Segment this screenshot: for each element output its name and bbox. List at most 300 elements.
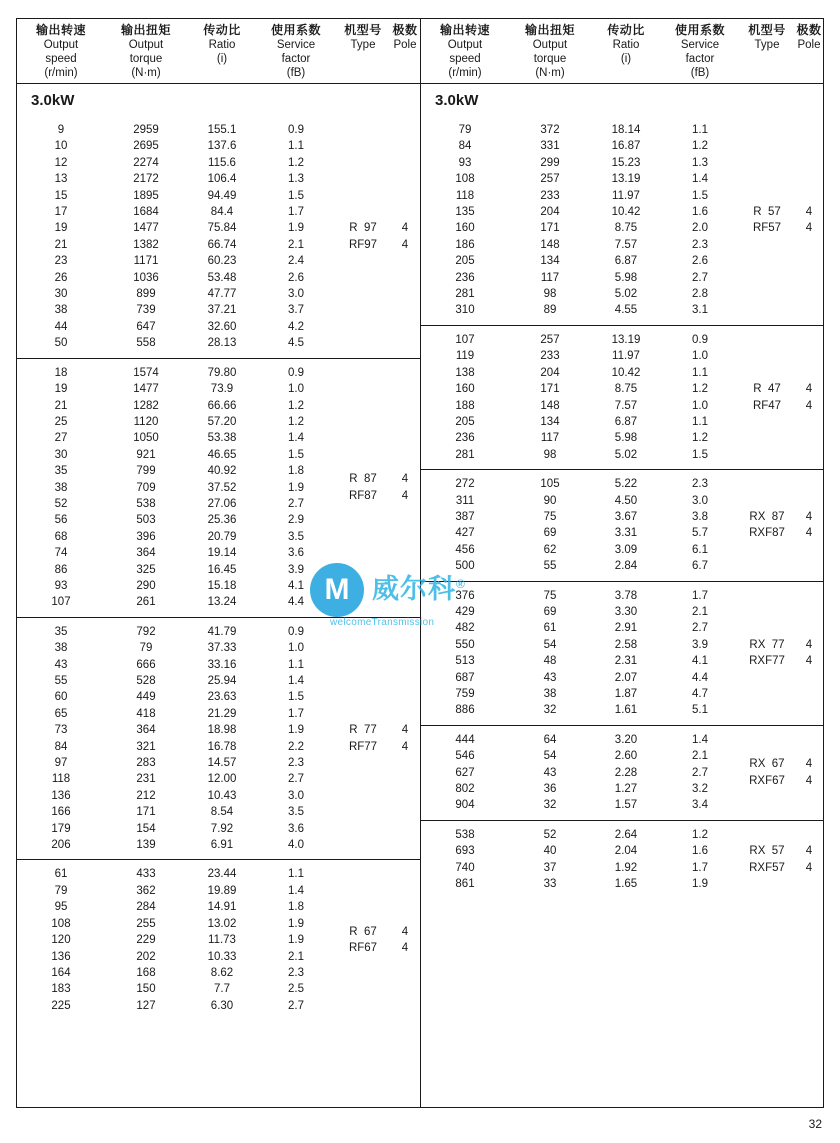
type-label: RF97: [348, 238, 378, 251]
cell-ratio: 6.87: [614, 255, 638, 268]
cell-output-speed: 9: [57, 124, 65, 136]
cell-output-speed: 26: [54, 271, 68, 284]
left-filler: [17, 1020, 420, 1107]
type-label: RX 57: [749, 845, 785, 858]
cell-service-factor: 2.0: [692, 222, 708, 235]
cell-service-factor: 0.9: [288, 366, 304, 379]
cell-output-torque: 204: [540, 206, 560, 219]
header-label-cn: 使用系数: [270, 23, 321, 37]
cell-output-torque: 171: [136, 806, 156, 819]
cell-output-torque: 171: [540, 383, 560, 396]
cell-output-speed: 23: [54, 255, 68, 268]
table-row: [17, 545, 335, 561]
type-label: RXF67: [749, 774, 785, 787]
table-row: [17, 414, 335, 430]
cell-service-factor: 3.0: [288, 288, 304, 301]
cell-output-torque: 48: [543, 655, 557, 668]
cell-ratio: 13.24: [207, 596, 237, 609]
cell-output-speed: 44: [54, 320, 68, 333]
cell-service-factor: 2.3: [692, 478, 708, 491]
cell-ratio: 2.84: [614, 560, 638, 573]
header-label-cn: 输出转速: [439, 23, 490, 37]
table-row: [17, 673, 335, 689]
cell-service-factor: 1.9: [288, 934, 304, 947]
table-row: [421, 476, 739, 492]
cell-output-torque: 709: [136, 481, 156, 494]
type-label: RF77: [348, 740, 378, 753]
cell-output-torque: 32: [543, 704, 557, 717]
cell-output-torque: 503: [136, 514, 156, 527]
table-row: [421, 414, 739, 430]
cell-output-speed: 429: [455, 605, 475, 618]
cell-pole: [391, 365, 419, 611]
cell-output-speed: 236: [455, 432, 475, 445]
cell-output-torque: 1282: [133, 399, 159, 412]
cell-output-speed: 179: [51, 822, 71, 835]
cell-ratio: 2.64: [614, 828, 638, 841]
table-row: [17, 640, 335, 656]
cell-ratio: 8.54: [210, 806, 234, 819]
cell-output-speed: 17: [54, 206, 68, 219]
cell-output-torque: 98: [543, 448, 557, 461]
table-row: [17, 657, 335, 673]
cell-output-speed: 27: [54, 432, 68, 445]
table-row: [421, 348, 739, 364]
cell-output-speed: 206: [51, 839, 71, 852]
cell-ratio: 3.78: [614, 589, 638, 602]
cell-service-factor: 1.3: [692, 156, 708, 169]
right-table-body: [421, 116, 823, 898]
cell-output-speed: 108: [51, 917, 71, 930]
cell-type: [739, 122, 795, 319]
cell-output-speed: 79: [54, 884, 68, 897]
cell-output-speed: 35: [54, 625, 68, 638]
table-row: [421, 122, 739, 138]
cell-service-factor: 2.6: [692, 255, 708, 268]
cell-service-factor: 4.7: [692, 688, 708, 700]
table-row: [17, 981, 335, 997]
header-unit: (i): [620, 53, 632, 65]
cell-output-speed: 25: [54, 415, 68, 428]
cell-ratio: 12.00: [207, 773, 237, 786]
cell-ratio: 13.02: [207, 917, 237, 930]
type-label: R 47: [753, 383, 781, 396]
table-row: [421, 525, 739, 541]
cell-ratio: 6.30: [210, 999, 234, 1012]
table-row: [421, 204, 739, 220]
cell-output-torque: 1382: [133, 238, 159, 251]
cell-output-torque: 792: [136, 625, 156, 638]
cell-service-factor: 1.8: [288, 901, 304, 914]
cell-ratio: 37.21: [207, 304, 237, 317]
cell-output-speed: 687: [455, 671, 475, 684]
header-label-en: Pole: [393, 39, 417, 51]
cell-ratio: 57.20: [207, 415, 237, 428]
cell-service-factor: 2.2: [288, 740, 304, 753]
type-label: R 67: [349, 925, 377, 938]
pole-label: 4: [401, 925, 409, 938]
cell-output-speed: 107: [51, 596, 71, 609]
table-row: [421, 827, 739, 843]
table-row: [17, 821, 335, 837]
cell-service-factor: 3.5: [288, 530, 304, 543]
header-unit: (N·m): [535, 67, 565, 79]
cell-service-factor: 1.5: [288, 189, 304, 202]
cell-output-speed: 119: [455, 350, 475, 363]
cell-type: [739, 588, 795, 719]
cell-service-factor: 2.6: [288, 271, 304, 284]
header-label-en: Ratio: [612, 39, 640, 51]
left-table-body: [17, 116, 420, 1020]
cell-output-speed: 52: [54, 497, 68, 510]
table-row: [17, 949, 335, 965]
cell-ratio: 20.79: [207, 530, 237, 543]
cell-service-factor: 2.7: [692, 622, 708, 635]
cell-ratio: 10.42: [611, 206, 641, 219]
pole-label: 4: [805, 222, 813, 235]
table-row: [17, 155, 335, 171]
header-unit: (i): [216, 53, 228, 65]
header-label-cn: 机型号: [748, 23, 786, 37]
table-row: [421, 620, 739, 636]
cell-service-factor: 1.7: [692, 589, 708, 602]
cell-ratio: 16.78: [207, 740, 237, 753]
cell-ratio: 11.73: [208, 934, 236, 947]
table-row: [421, 686, 739, 702]
cell-output-torque: 55: [543, 560, 557, 573]
cell-service-factor: 6.1: [692, 543, 708, 556]
table-row: [421, 138, 739, 154]
table-row: [17, 335, 335, 351]
cell-ratio: 2.28: [614, 766, 638, 779]
cell-service-factor: 5.7: [692, 527, 708, 540]
cell-service-factor: 2.8: [692, 288, 708, 301]
cell-service-factor: 2.7: [288, 999, 304, 1012]
cell-service-factor: 1.4: [288, 675, 304, 687]
type-label: RX 67: [749, 758, 785, 771]
cell-ratio: 53.48: [207, 271, 237, 284]
cell-service-factor: 1.0: [288, 383, 304, 396]
cell-ratio: 1.61: [614, 704, 638, 717]
cell-ratio: 94.49: [207, 189, 237, 202]
header-label-cn: 输出扭矩: [524, 23, 575, 37]
type-label: R 87: [349, 473, 377, 486]
cell-output-torque: 364: [136, 724, 156, 737]
right-filler: [421, 898, 823, 1107]
cell-output-speed: 30: [54, 288, 68, 301]
cell-output-speed: 281: [455, 448, 475, 461]
cell-service-factor: 2.5: [288, 983, 304, 996]
table-row: [17, 771, 335, 787]
cell-output-torque: 1036: [133, 271, 159, 284]
table-row: [421, 253, 739, 269]
cell-ratio: 27.06: [207, 497, 237, 510]
cell-output-speed: 13: [54, 173, 68, 186]
cell-pole: [795, 827, 823, 893]
cell-output-speed: 118: [455, 189, 475, 202]
cell-output-torque: 62: [543, 543, 557, 556]
cell-output-speed: 60: [54, 691, 68, 704]
cell-ratio: 14.91: [207, 901, 237, 914]
left-table-header: [17, 19, 420, 84]
cell-output-speed: 79: [458, 124, 472, 136]
group-rows: [17, 122, 335, 352]
group-grid: [421, 122, 823, 319]
pole-label: 4: [401, 238, 409, 251]
table-row: [17, 624, 335, 640]
power-label-left: 3.0kW: [31, 92, 75, 109]
cell-service-factor: 1.2: [288, 415, 304, 428]
cell-output-torque: 134: [540, 415, 560, 428]
cell-output-speed: 38: [54, 642, 68, 655]
pole-label: 4: [401, 222, 409, 235]
table-row: [421, 732, 739, 748]
table-row: [17, 837, 335, 853]
table-row: [17, 365, 335, 381]
cell-type: [739, 332, 795, 463]
header-label-en: Output: [447, 39, 483, 51]
cell-service-factor: 1.7: [288, 206, 304, 219]
cell-ratio: 7.57: [614, 399, 638, 412]
header-cell-2-left: [105, 23, 187, 80]
cell-output-torque: 229: [136, 934, 156, 947]
cell-output-speed: 166: [51, 806, 71, 819]
table-row: [17, 578, 335, 594]
cell-service-factor: 4.4: [288, 596, 304, 609]
cell-service-factor: 1.1: [692, 415, 708, 428]
cell-output-torque: 33: [543, 878, 557, 891]
table-row: [17, 398, 335, 414]
cell-ratio: 46.65: [207, 448, 237, 461]
cell-service-factor: 1.5: [692, 448, 708, 461]
cell-ratio: 3.31: [614, 527, 638, 540]
cell-service-factor: 2.7: [288, 773, 304, 786]
cell-output-speed: 73: [54, 724, 68, 737]
type-group: [421, 469, 823, 580]
left-table: [16, 18, 420, 1108]
cell-output-torque: 362: [136, 884, 156, 897]
pole-label: 4: [805, 527, 813, 540]
pole-label: 4: [805, 845, 813, 858]
cell-ratio: 16.87: [611, 140, 641, 153]
cell-ratio: 3.67: [614, 510, 638, 523]
cell-output-speed: 186: [455, 238, 475, 251]
group-grid: [17, 624, 420, 854]
cell-service-factor: 1.1: [692, 124, 708, 136]
header-cell-4-left: [257, 23, 335, 80]
cell-service-factor: 1.1: [288, 140, 304, 153]
cell-ratio: 18.98: [207, 724, 237, 737]
pole-label: 4: [805, 399, 813, 412]
cell-service-factor: 1.5: [288, 448, 304, 461]
cell-service-factor: 4.1: [288, 579, 304, 592]
cell-output-speed: 30: [54, 448, 68, 461]
cell-output-speed: 225: [51, 999, 71, 1012]
cell-ratio: 18.14: [611, 124, 641, 136]
table-row: [17, 965, 335, 981]
cell-output-speed: 546: [455, 750, 475, 763]
header-label-en: Output: [532, 39, 568, 51]
cell-ratio: 23.44: [207, 868, 237, 881]
header-label-en: Output: [128, 39, 164, 51]
cell-pole: [391, 122, 419, 352]
header-label-cn: 输出扭矩: [120, 23, 171, 37]
cell-output-torque: 90: [543, 494, 557, 507]
cell-ratio: 19.14: [207, 547, 237, 560]
cell-service-factor: 5.1: [692, 704, 708, 717]
header-label-en: Service: [680, 39, 720, 51]
cell-type: [335, 624, 391, 854]
cell-ratio: 106.4: [207, 173, 237, 186]
cell-ratio: 23.63: [207, 691, 237, 704]
cell-output-torque: 171: [540, 222, 560, 235]
header-cell-1-left: [17, 23, 105, 80]
table-row: [421, 286, 739, 302]
cell-output-torque: 299: [540, 156, 560, 169]
cell-ratio: 16.45: [207, 563, 237, 576]
cell-output-torque: 69: [543, 605, 557, 618]
cell-ratio: 2.58: [614, 638, 638, 651]
cell-output-speed: 19: [54, 383, 68, 396]
table-row: [17, 204, 335, 220]
group-rows: [421, 732, 739, 814]
cell-output-torque: 283: [136, 757, 156, 770]
group-rows: [17, 365, 335, 611]
table-row: [421, 220, 739, 236]
cell-ratio: 7.92: [210, 822, 234, 835]
pole-label: 4: [805, 510, 813, 523]
cell-output-torque: 233: [540, 350, 560, 363]
cell-output-speed: 15: [54, 189, 68, 202]
table-row: [421, 637, 739, 653]
type-label: RF67: [348, 942, 378, 955]
cell-service-factor: 2.3: [692, 238, 708, 251]
cell-ratio: 33.16: [207, 658, 237, 671]
cell-output-speed: 135: [455, 206, 475, 219]
cell-type: [335, 365, 391, 611]
cell-output-speed: 68: [54, 530, 68, 543]
cell-output-torque: 331: [540, 140, 560, 153]
cell-output-torque: 257: [540, 333, 560, 346]
cell-ratio: 37.52: [207, 481, 237, 494]
cell-pole: [391, 624, 419, 854]
header-label-en: speed: [45, 53, 77, 65]
cell-service-factor: 1.9: [288, 917, 304, 930]
cell-service-factor: 1.4: [288, 884, 304, 897]
cell-ratio: 1.65: [614, 878, 638, 891]
right-power-label-row: [421, 84, 823, 116]
cell-type: [739, 476, 795, 574]
table-row: [17, 237, 335, 253]
cell-ratio: 5.98: [614, 432, 638, 445]
cell-ratio: 5.02: [614, 448, 638, 461]
type-label: RF47: [752, 399, 782, 412]
cell-service-factor: 1.2: [692, 432, 708, 445]
cell-ratio: 2.04: [614, 845, 638, 858]
cell-output-torque: 284: [136, 901, 156, 914]
cell-ratio: 47.77: [207, 288, 237, 301]
header-cell-6-right: [795, 23, 823, 52]
header-label-en: speed: [449, 53, 481, 65]
pole-label: 4: [401, 473, 409, 486]
cell-output-speed: 513: [455, 655, 475, 668]
cell-output-speed: 160: [455, 383, 475, 396]
type-label: RF87: [348, 489, 378, 502]
cell-service-factor: 2.3: [288, 757, 304, 770]
group-grid: [17, 365, 420, 611]
table-row: [17, 480, 335, 496]
cell-service-factor: 2.1: [692, 605, 708, 618]
cell-output-speed: 311: [455, 494, 475, 507]
table-columns: [16, 18, 824, 1108]
cell-pole: [795, 122, 823, 319]
group-grid: [421, 827, 823, 893]
cell-output-torque: 117: [540, 432, 560, 445]
cell-service-factor: 1.4: [692, 173, 708, 186]
cell-ratio: 5.02: [614, 288, 638, 301]
table-row: [17, 804, 335, 820]
type-group: [421, 581, 823, 725]
table-row: [17, 932, 335, 948]
cell-ratio: 8.62: [210, 966, 234, 979]
right-table: [420, 18, 824, 1108]
cell-output-speed: 138: [455, 366, 475, 379]
table-row: [421, 155, 739, 171]
table-row: [17, 739, 335, 755]
cell-service-factor: 3.1: [692, 304, 708, 317]
pole-label: 4: [805, 638, 813, 651]
cell-output-speed: 136: [51, 789, 71, 802]
cell-output-torque: 2274: [133, 156, 159, 169]
cell-output-torque: 64: [543, 733, 557, 746]
cell-output-speed: 74: [54, 547, 68, 560]
header-unit: (fB): [690, 67, 710, 79]
cell-output-torque: 154: [136, 822, 156, 835]
cell-service-factor: 3.0: [692, 494, 708, 507]
cell-service-factor: 1.9: [288, 222, 304, 235]
table-row: [17, 866, 335, 882]
table-row: [17, 220, 335, 236]
cell-output-torque: 1895: [133, 189, 159, 202]
cell-output-torque: 105: [540, 478, 560, 491]
cell-output-speed: 21: [54, 238, 68, 251]
cell-ratio: 11.97: [612, 189, 640, 202]
group-rows: [17, 866, 335, 1014]
header-label-cn: 机型号: [344, 23, 382, 37]
header-cell-2-right: [509, 23, 591, 80]
group-rows: [421, 332, 739, 463]
cell-service-factor: 1.2: [692, 828, 708, 841]
cell-output-torque: 38: [543, 688, 557, 700]
table-row: [421, 588, 739, 604]
header-unit: (fB): [286, 67, 306, 79]
cell-service-factor: 1.5: [288, 691, 304, 704]
type-label: RXF77: [749, 655, 785, 668]
table-row: [421, 542, 739, 558]
table-row: [421, 430, 739, 446]
table-row: [17, 188, 335, 204]
cell-output-torque: 43: [543, 671, 557, 684]
type-label: RX 87: [749, 510, 785, 523]
header-label-en: Type: [350, 39, 376, 51]
cell-ratio: 1.87: [614, 688, 638, 700]
cell-output-speed: 120: [51, 934, 71, 947]
cell-output-speed: 205: [455, 415, 475, 428]
cell-ratio: 25.36: [207, 514, 237, 527]
cell-service-factor: 2.9: [288, 514, 304, 527]
cell-ratio: 2.91: [614, 622, 638, 635]
cell-output-speed: 376: [455, 589, 475, 602]
